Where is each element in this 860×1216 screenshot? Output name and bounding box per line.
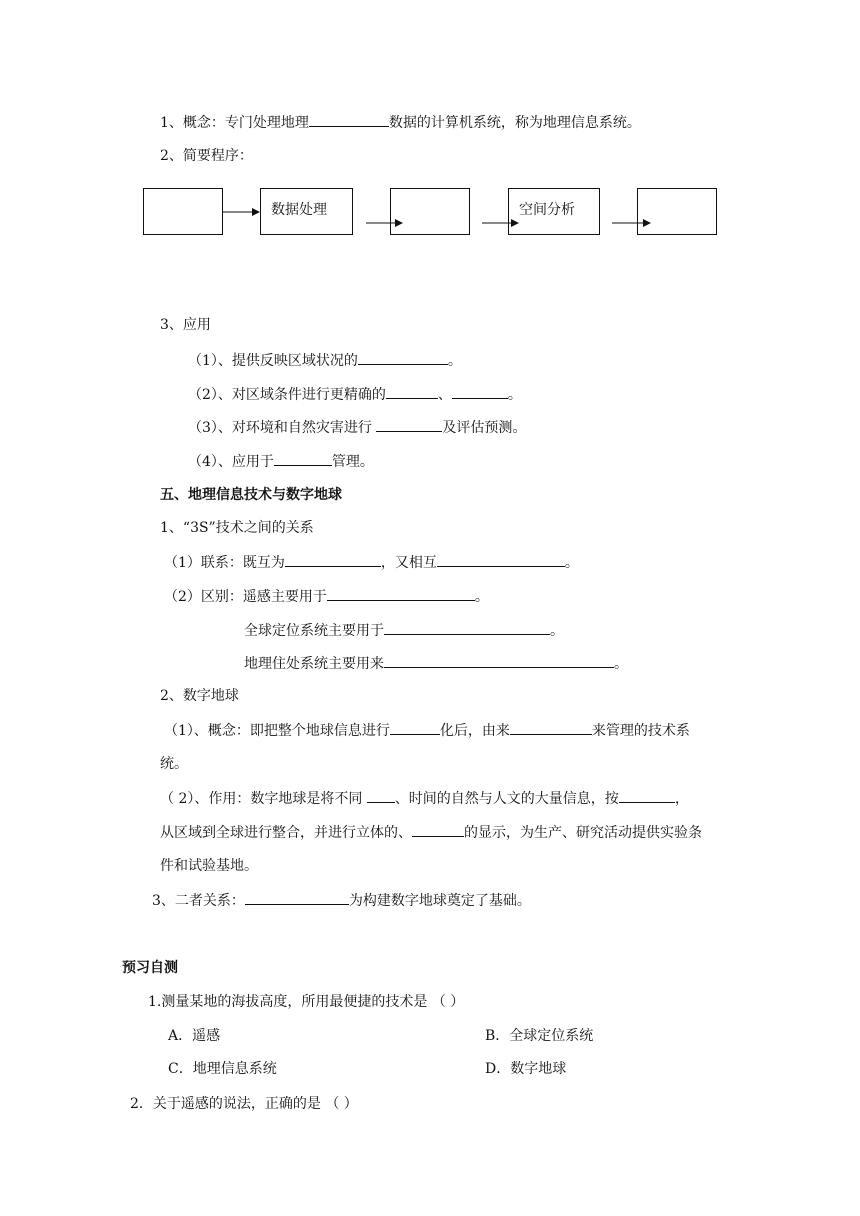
gis-line: 地理住处系统主要用来 。 (244, 653, 628, 674)
concept-text-end: 数据的计算机系统，称为地理信息系统。 (388, 115, 641, 131)
contact-line: （1）联系：既互为 ，又相互 。 (164, 552, 579, 573)
diff-blank[interactable] (327, 586, 475, 601)
gis-blank[interactable] (384, 653, 614, 668)
app3-blank[interactable] (376, 417, 442, 432)
rel-title: 1、“3S”技术之间的关系 (160, 520, 314, 536)
app2-blank-2[interactable] (452, 384, 508, 399)
applications-title: 3、应用 (160, 317, 211, 333)
d1-blank-1[interactable] (390, 720, 440, 735)
contact-blank-2[interactable] (437, 552, 565, 567)
self-test-heading: 预习自测 (122, 960, 178, 976)
app-item-1: （1）、提供反映区域状况的 。 (188, 350, 462, 371)
section5-heading: 五、地理信息技术与数字地球 (160, 487, 342, 503)
flow-box-label: 空间分析 (519, 202, 575, 218)
flow-arrows (0, 0, 860, 300)
question-2: 2．关于遥感的说法，正确的是 （ ） (130, 1096, 358, 1112)
d2-blank-1[interactable] (367, 788, 395, 803)
app-item-4: （4）、应用于 管理。 (188, 451, 374, 472)
relation-line: 3、二者关系： 为构建数字地球奠定了基础。 (152, 890, 531, 911)
digital-concept-line: （1）、概念：即把整个地球信息进行 化后，由来 来管理的技术系 (164, 720, 690, 741)
app-item-2: （2）、对区域条件进行更精确的 、 。 (188, 384, 522, 405)
d1-blank-2[interactable] (510, 720, 592, 735)
app4-blank[interactable] (274, 451, 332, 466)
flow-box-label: 数据处理 (271, 202, 327, 218)
q1-option-d[interactable]: D．数字地球 (485, 1061, 567, 1077)
procedure-title: 2、简要程序： (160, 148, 253, 164)
q1-option-a[interactable]: A．遥感 (168, 1028, 221, 1044)
app1-blank[interactable] (358, 350, 448, 365)
digital-role-line-1: （ 2）、作用：数字地球是将不同 、时间的自然与人文的大量信息，按 ， (160, 788, 689, 809)
digital-role-line-3: 件和试验基地。 (160, 858, 258, 874)
digital-title: 2、数字地球 (160, 688, 239, 704)
gps-blank[interactable] (384, 620, 550, 635)
app-item-3: （3）、对环境和自然灾害进行 及评估预测。 (188, 417, 526, 438)
q1-option-c[interactable]: C．地理信息系统 (168, 1061, 277, 1077)
question-1: 1.测量某地的海拔高度，所用最便捷的技术是 （ ） (148, 994, 465, 1010)
app2-blank-1[interactable] (386, 384, 438, 399)
diff-line: （2）区别：遥感主要用于 。 (164, 586, 489, 607)
concept-text: 1、概念：专门处理地理 (160, 115, 309, 131)
q1-option-b[interactable]: B．全球定位系统 (485, 1028, 594, 1044)
contact-blank-1[interactable] (285, 552, 381, 567)
digital-role-line-2: 从区域到全球进行整合，并进行立体的、 的显示，为生产、研究活动提供实验条 (160, 822, 702, 843)
gps-line: 全球定位系统主要用于 。 (244, 620, 564, 641)
digital-concept-cont: 统。 (160, 756, 188, 772)
d2-blank-2[interactable] (619, 788, 675, 803)
relation-blank[interactable] (245, 890, 349, 905)
d2-blank-3[interactable] (412, 822, 464, 837)
